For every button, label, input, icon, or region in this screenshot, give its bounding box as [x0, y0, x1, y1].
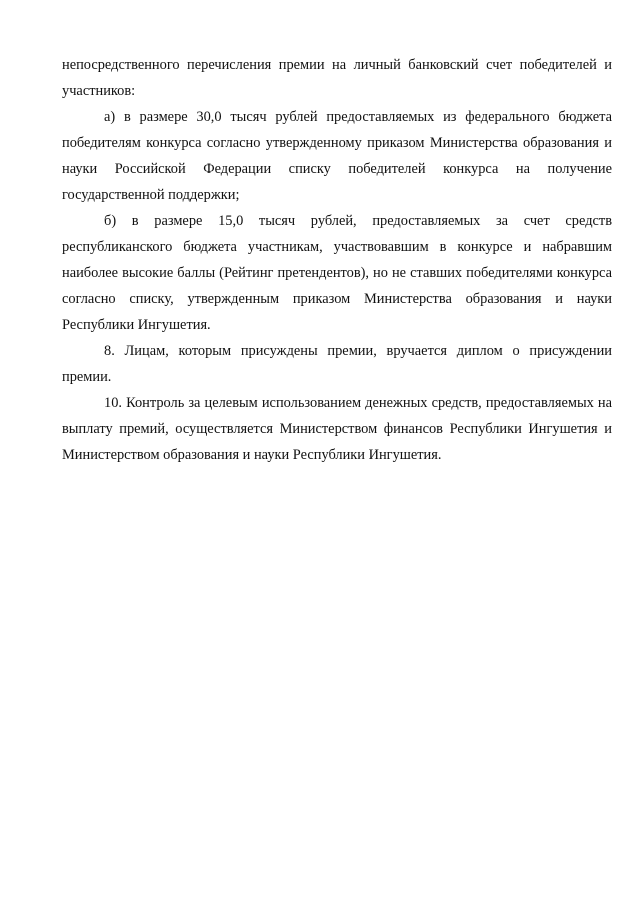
- paragraph-intro: непосредственного перечисления премии на личный банковский счет победителей и участников:: [62, 57, 612, 99]
- document-page: [62, 52, 612, 468]
- paragraph-clause-10: 10. Контроль за целевым использованием денежных средств, предоставляемых на выплату премий, осуществляется Министерством финансов Республики Ингушетия и Министерством образования и науки Республики Ингушетия.: [62, 395, 612, 463]
- paragraph-item-a: а) в размере 30,0 тысяч рублей предоставляемых из федерального бюджета победителям конкурса согласно утвержденному приказом Министерства образования и науки Российской Федерации списку победителей конкурса на получение государственной поддержки;: [62, 109, 612, 203]
- paragraph-item-b: б) в размере 15,0 тысяч рублей, предоставляемых за счет средств республиканского бюджета участникам, участвовавшим в конкурсе и набравшим наиболее высокие баллы (Рейтинг претендентов), но не ставших победителями конкурса согласно списку, утвержденным приказом Министерства образования и науки Республики Ингушетия.: [62, 213, 612, 333]
- paragraph-clause-8: 8. Лицам, которым присуждены премии, вручается диплом о присуждении премии.: [62, 343, 612, 385]
